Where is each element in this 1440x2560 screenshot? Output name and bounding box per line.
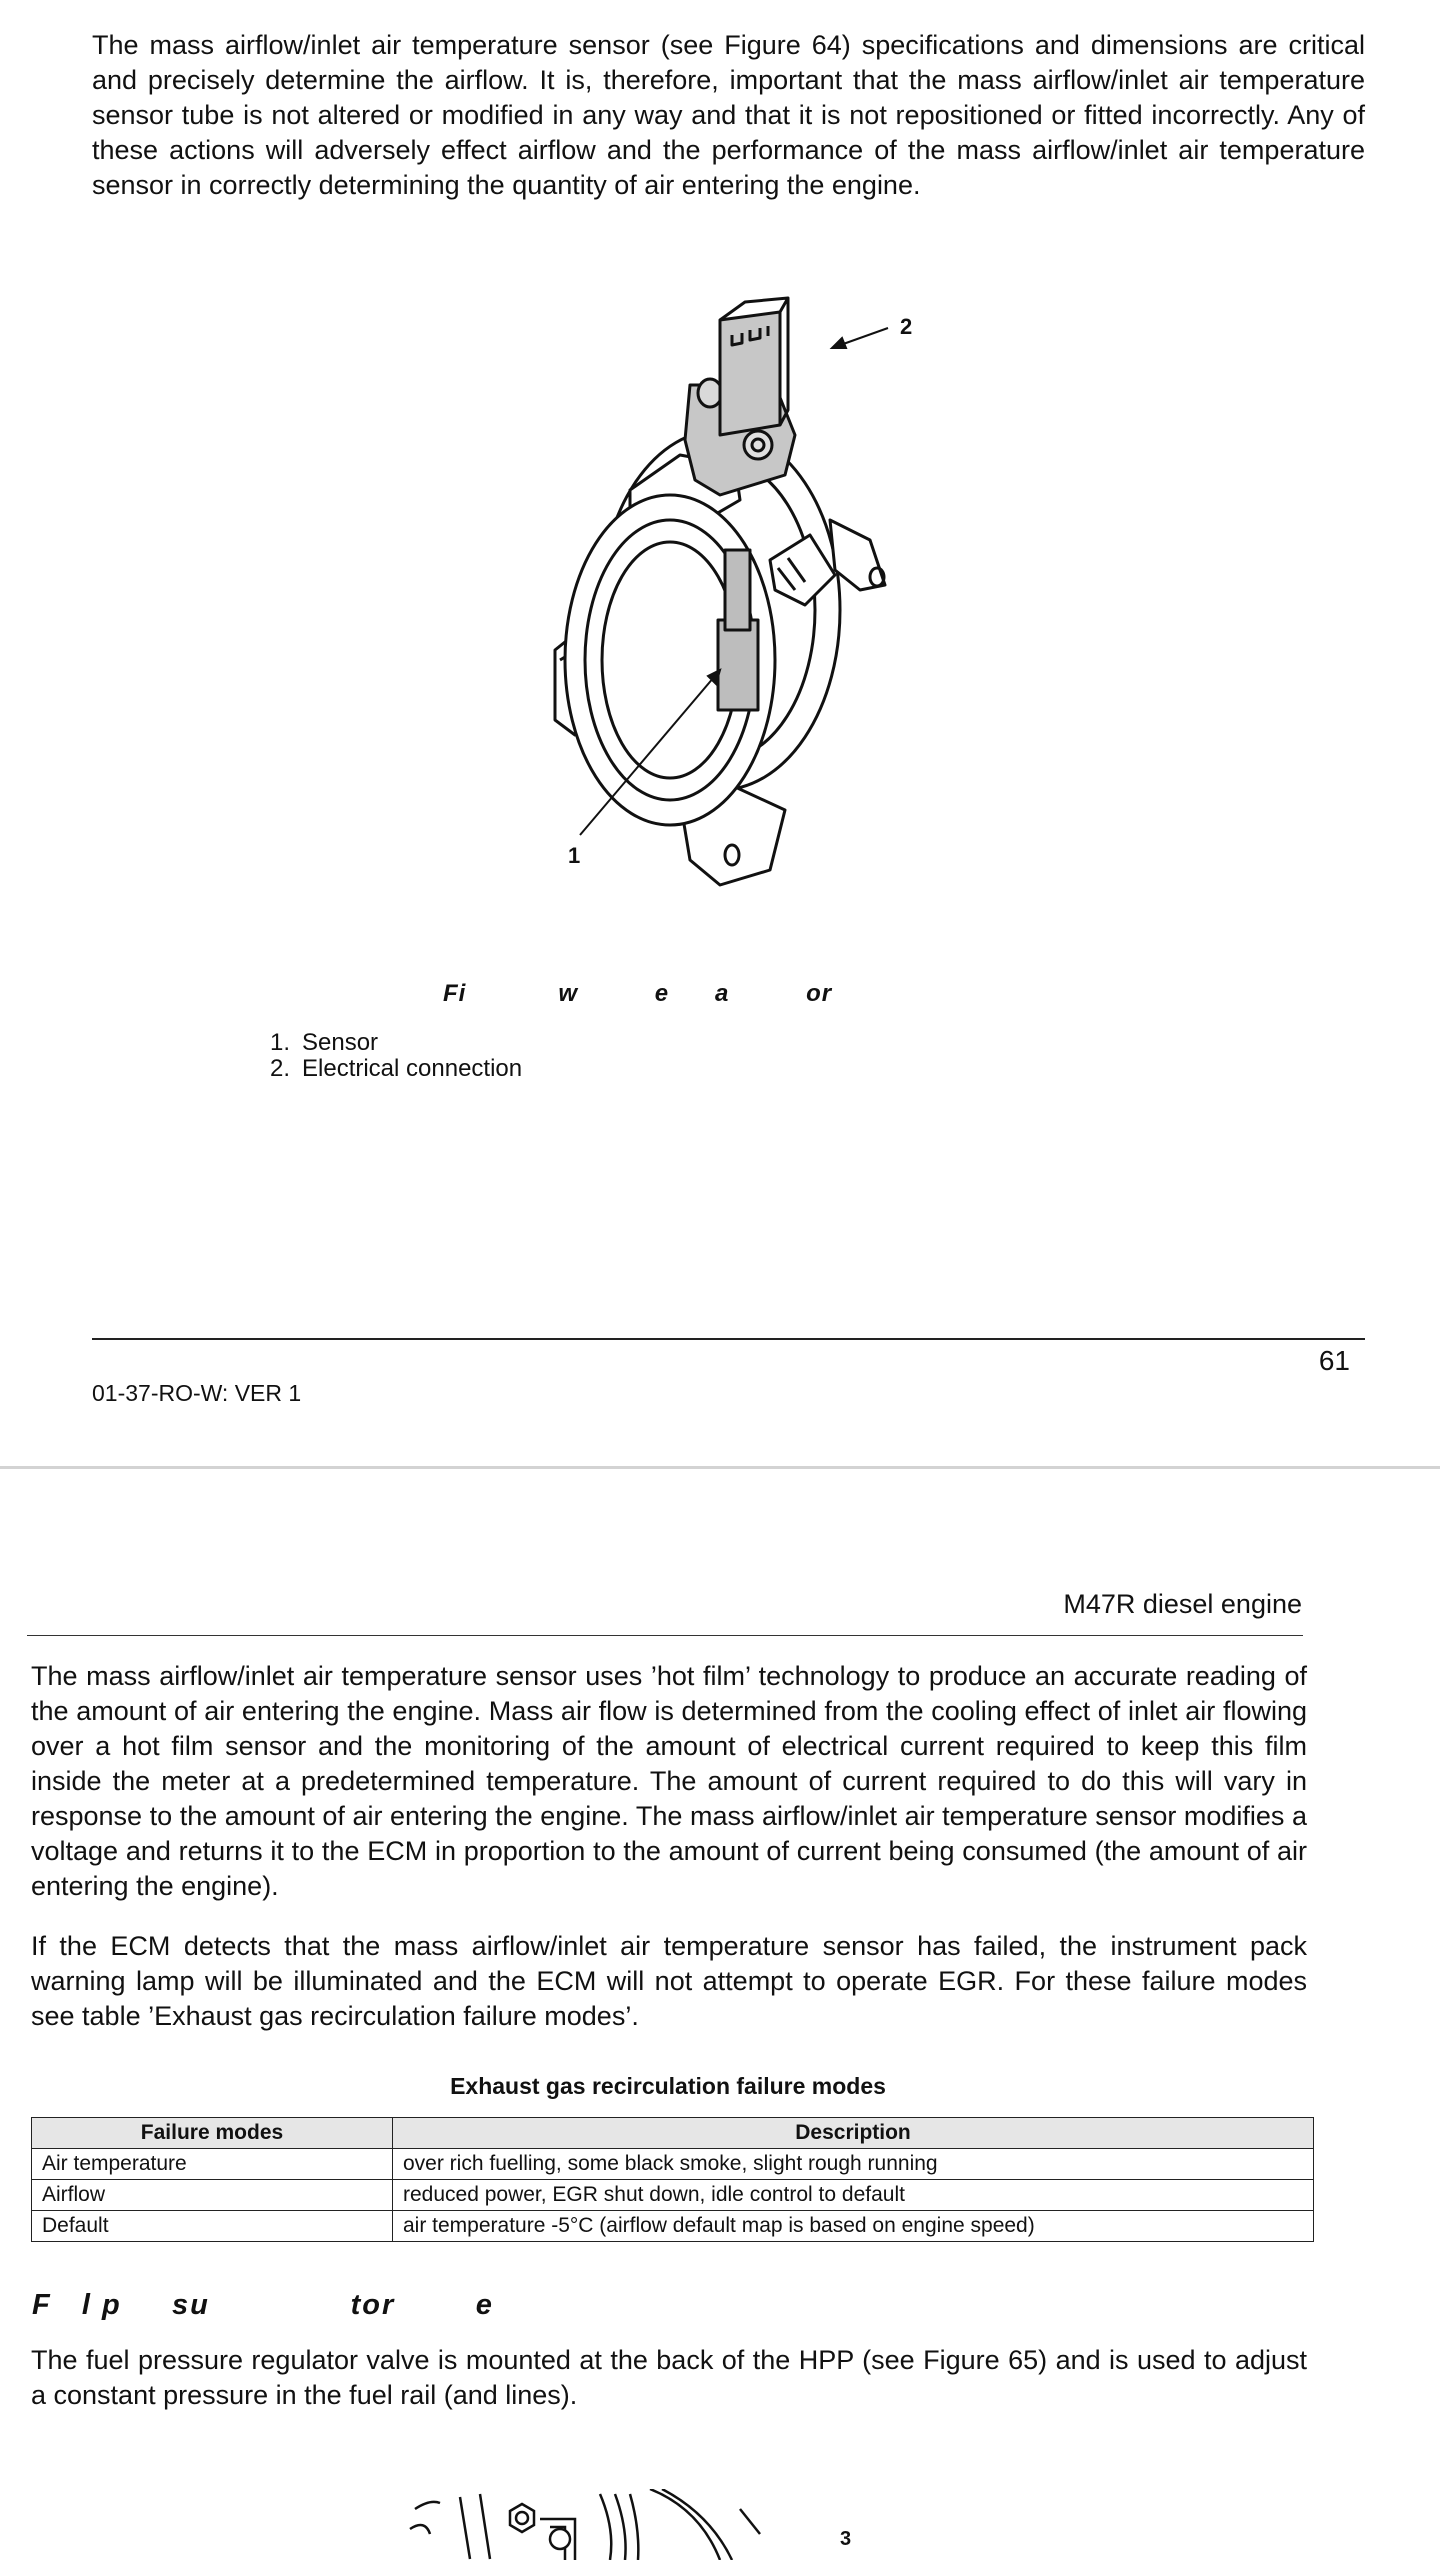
header-divider — [27, 1635, 1303, 1636]
table-row — [32, 2211, 1314, 2242]
legend-item — [250, 1056, 522, 1082]
page-number: 61 — [1318, 1345, 1350, 1376]
section-heading: F l p su tor e — [32, 2289, 494, 2321]
intro-paragraph: The mass airflow/inlet air temperature sensor (see Figure 64) specifications and dimensions are critical and precisely determine the airflow. It is, therefore, important that the mass airflow/inlet air temperature sensor tube is not altered or modified in any way and that it is not repositioned or fitted incorrectly. Any of these actions will adversely effect airflow and the performance of the mass airflow/inlet air temperature sensor in correctly determining the quantity of air entering the engine. — [92, 30, 1365, 200]
page-2 — [0, 1469, 1440, 2560]
legend-number: 1. — [269, 1029, 290, 1056]
sensor-probe — [718, 620, 758, 710]
description-cell: reduced power, EGR shut down, idle control to default — [393, 2180, 1314, 2211]
description-cell: over rich fuelling, some black smoke, slight rough running — [393, 2149, 1314, 2180]
callout-2: 2 — [900, 314, 913, 339]
legend-number: 2. — [269, 1055, 290, 1082]
table-row — [32, 2149, 1314, 2180]
table-header-row — [32, 2118, 1314, 2149]
running-header: M47R diesel engine — [1063, 1589, 1302, 1619]
mass-airflow-sensor-figure — [520, 290, 940, 910]
failure-mode-cell: Airflow — [32, 2180, 393, 2211]
column-header: Description — [393, 2118, 1314, 2149]
description-cell: air temperature -5°C (airflow default map is based on engine speed) — [393, 2211, 1314, 2242]
column-header: Failure modes — [32, 2118, 393, 2149]
regulator-paragraph: The fuel pressure regulator valve is mounted at the back of the HPP (see Figure 65) and is used to adjust a constant pressure in the fuel rail (and lines). — [31, 2345, 1307, 2410]
footer-divider — [92, 1338, 1365, 1340]
table-row — [32, 2180, 1314, 2211]
legend-item — [250, 1030, 522, 1056]
document-code: 01-37-RO-W: VER 1 — [92, 1380, 302, 1406]
table-title: Exhaust gas recirculation failure modes — [450, 2073, 886, 2099]
figure-legend — [250, 1030, 522, 1082]
failure-mode-cell: Default — [32, 2211, 393, 2242]
legend-label: Sensor — [302, 1029, 379, 1056]
ecm-failure-paragraph: If the ECM detects that the mass airflow/inlet air temperature sensor has failed, the instrument pack warning lamp will be illuminated and the ECM will not attempt to operate EGR. For these failure modes see table ’Exhaust gas recirculation failure modes’. — [31, 1931, 1307, 2031]
callout-1: 1 — [568, 843, 581, 868]
fuel-regulator-figure-partial — [400, 2489, 880, 2560]
failure-mode-cell: Air temperature — [32, 2149, 393, 2180]
legend-label: Electrical connection — [302, 1055, 523, 1082]
figure-caption: Fi w e a or — [443, 980, 833, 1007]
callout-3: 3 — [840, 2528, 852, 2550]
failure-modes-table — [31, 2117, 1314, 2242]
hot-film-paragraph: The mass airflow/inlet air temperature sensor uses ’hot film’ technology to produce an accurate reading of the amount of air entering the engine. Mass air flow is determined from the cooling effect of inlet air flowing over a hot film sensor and the monitoring of the amount of electrical current required to keep this film inside the meter at a predetermined temperature. The amount of current required to do this will vary in response to the amount of air entering the engine. The mass airflow/inlet air temperature sensor modifies a voltage and returns it to the ECM in proportion to the amount of current being consumed (the amount of air entering the engine). — [31, 1661, 1307, 1901]
